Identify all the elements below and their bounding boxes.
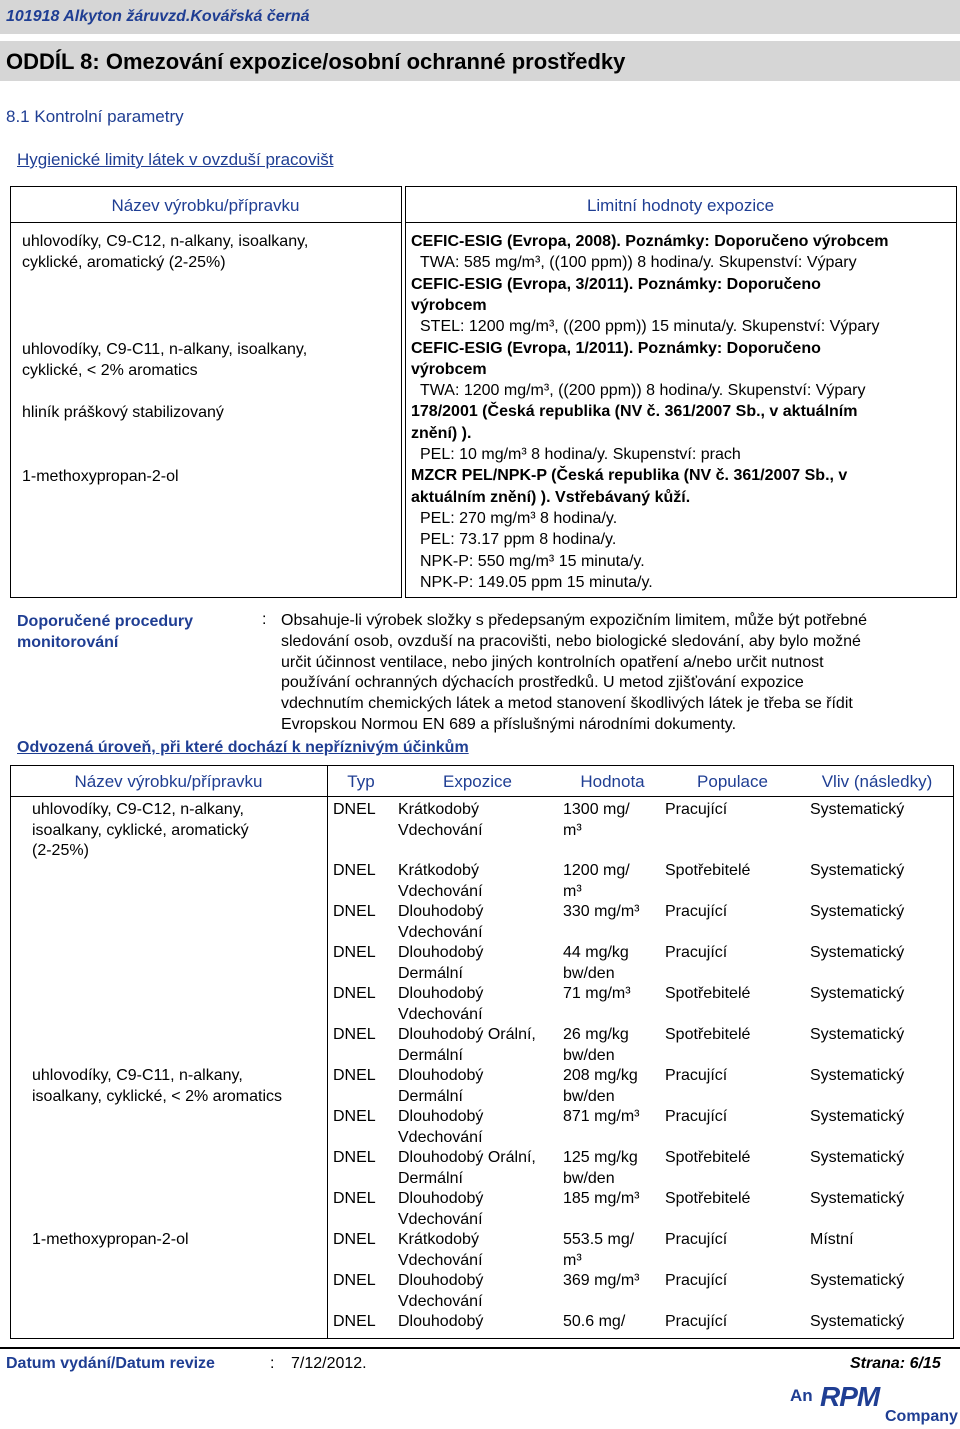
limits-product-line: cyklické, < 2% aromatics xyxy=(22,362,198,379)
limit-value-line: NPK-P: 550 mg/m³ 15 minuta/y. xyxy=(420,552,645,570)
dnel-population-cell: Pracující xyxy=(665,903,728,920)
limit-value-line: TWA: 585 mg/m³, ((100 ppm)) 8 hodina/y. Skupenství: Výpary xyxy=(420,254,857,272)
dnel-title: Odvozená úroveň, při které dochází k nepříznivým účinkům xyxy=(17,739,469,756)
logo-rpm-text: RPM xyxy=(820,1381,880,1412)
dnel-effect-cell: Systematický xyxy=(810,903,905,920)
dnel-exposure-cell: Dlouhodobý xyxy=(398,1313,484,1330)
limit-value-line: TWA: 1200 mg/m³, ((200 ppm)) 8 hodina/y. Skupenství: Výpary xyxy=(420,382,866,400)
dnel-col-header: Hodnota xyxy=(580,772,645,791)
footer-date-label: Datum vydání/Datum revize xyxy=(6,1355,215,1372)
monitoring-text-line: používání ochranných dýchacích prostředků. U metod zjišťování expozice xyxy=(281,674,804,692)
dnel-exposure-cell: Dlouhodobý Orální, xyxy=(398,1149,536,1166)
dnel-effect-cell: Systematický xyxy=(810,1067,905,1084)
dnel-value-cell: 871 mg/m³ xyxy=(563,1108,640,1125)
limit-value-line: výrobcem xyxy=(411,360,487,378)
dnel-value-cell: 125 mg/kg xyxy=(563,1149,638,1166)
limits-header-divider-right xyxy=(405,222,956,223)
dnel-value-cell: bw/den xyxy=(563,1046,615,1064)
logo-company-text: Company xyxy=(885,1408,958,1425)
rpm-logo xyxy=(790,1383,960,1429)
dnel-exposure-cell: Vdechování xyxy=(398,1128,483,1146)
limits-product-line: uhlovodíky, C9-C11, n-alkany, isoalkany, xyxy=(22,341,308,358)
monitoring-text-line: Evropskou Normou EN 689 a příslušnými národními dokumenty. xyxy=(281,715,737,733)
dnel-product-name-line: isoalkany, cyklické, aromatický xyxy=(32,821,249,839)
dnel-value-cell: 369 mg/m³ xyxy=(563,1272,640,1289)
dnel-product-name-line: uhlovodíky, C9-C11, n-alkany, xyxy=(32,1067,243,1084)
dnel-type-cell: DNEL xyxy=(333,1067,376,1084)
product-title: 101918 Alkyton žáruvzd.Kovářská černá xyxy=(6,8,310,25)
dnel-exposure-cell: Dlouhodobý xyxy=(398,1067,484,1084)
limit-value-line: 178/2001 (Česká republika (NV č. 361/2007 Sb., v aktuálním xyxy=(411,403,858,421)
limit-value-line: MZCR PEL/NPK-P (Česká republika (NV č. 361/2007 Sb., v xyxy=(411,467,848,485)
dnel-type-cell: DNEL xyxy=(333,1231,376,1248)
dnel-population-cell: Pracující xyxy=(665,1272,728,1289)
dnel-population-cell: Spotřebitelé xyxy=(665,1149,751,1166)
monitoring-text-line: sledování osob, ovzduší na pracovišti, nebo biologické sledování, aby bylo možné xyxy=(281,632,861,650)
dnel-exposure-cell: Krátkodobý xyxy=(398,1231,479,1248)
dnel-type-cell: DNEL xyxy=(333,862,376,879)
dnel-population-cell: Pracující xyxy=(665,1067,728,1084)
limit-value-line: PEL: 270 mg/m³ 8 hodina/y. xyxy=(420,509,618,527)
dnel-population-cell: Pracující xyxy=(665,944,728,961)
dnel-exposure-cell: Vdechování xyxy=(398,1292,483,1310)
limits-header-divider-left xyxy=(10,222,401,223)
limits-product-line: hliník práškový stabilizovaný xyxy=(22,404,224,421)
dnel-effect-cell: Systematický xyxy=(810,862,905,879)
dnel-exposure-cell: Krátkodobý xyxy=(398,801,479,818)
dnel-population-cell: Pracující xyxy=(665,801,728,818)
dnel-effect-cell: Místní xyxy=(810,1231,854,1248)
dnel-effect-cell: Systematický xyxy=(810,1149,905,1166)
document-header-bar xyxy=(0,0,960,34)
dnel-value-cell: 553.5 mg/ xyxy=(563,1231,635,1248)
dnel-value-cell: 1300 mg/ xyxy=(563,801,630,818)
dnel-exposure-cell: Dlouhodobý xyxy=(398,1272,484,1289)
footer-date-value: 7/12/2012. xyxy=(291,1355,367,1372)
section-title: ODDÍL 8: Omezování expozice/osobní ochranné prostředky xyxy=(6,49,626,74)
dnel-type-cell: DNEL xyxy=(333,1190,376,1207)
dnel-value-cell: 330 mg/m³ xyxy=(563,903,640,920)
limit-value-line: PEL: 10 mg/m³ 8 hodina/y. Skupenství: prach xyxy=(420,446,741,463)
limit-value-line: CEFIC-ESIG (Evropa, 2008). Poznámky: Doporučeno výrobcem xyxy=(411,233,889,250)
dnel-exposure-cell: Dermální xyxy=(398,964,463,982)
limit-value-line: CEFIC-ESIG (Evropa, 1/2011). Poznámky: Doporučeno xyxy=(411,339,821,357)
dnel-col-header: Typ xyxy=(347,772,375,791)
dnel-value-cell: m³ xyxy=(563,882,582,900)
limit-value-line: PEL: 73.17 ppm 8 hodina/y. xyxy=(420,531,617,549)
section-heading-bar xyxy=(0,41,960,81)
dnel-value-cell: bw/den xyxy=(563,964,615,982)
footer-divider xyxy=(0,1347,960,1349)
limit-value-line: aktuálním znění) ). Vstřebávaný kůží. xyxy=(411,488,691,506)
dnel-effect-cell: Systematický xyxy=(810,1026,905,1043)
dnel-effect-cell: Systematický xyxy=(810,1272,905,1289)
dnel-exposure-cell: Dlouhodobý xyxy=(398,1108,484,1125)
dnel-header-divider xyxy=(10,796,954,797)
footer-colon: : xyxy=(270,1355,275,1372)
dnel-col-header: Vliv (následky) xyxy=(821,772,933,791)
dnel-value-cell: bw/den xyxy=(563,1087,615,1105)
dnel-value-cell: 26 mg/kg xyxy=(563,1026,629,1043)
dnel-exposure-cell: Dlouhodobý Orální, xyxy=(398,1026,536,1043)
dnel-type-cell: DNEL xyxy=(333,1313,376,1330)
limits-product-line: uhlovodíky, C9-C12, n-alkany, isoalkany, xyxy=(22,233,309,250)
dnel-exposure-cell: Vdechování xyxy=(398,821,483,839)
dnel-type-cell: DNEL xyxy=(333,1149,376,1166)
dnel-exposure-cell: Dlouhodobý xyxy=(398,903,484,920)
limit-value-line: výrobcem xyxy=(411,296,487,314)
dnel-column-divider xyxy=(327,765,328,1339)
dnel-type-cell: DNEL xyxy=(333,1272,376,1289)
dnel-exposure-cell: Dermální xyxy=(398,1169,463,1187)
limit-value-line: NPK-P: 149.05 ppm 15 minuta/y. xyxy=(420,573,653,591)
dnel-exposure-cell: Krátkodobý xyxy=(398,862,479,879)
dnel-product-name-line: 1-methoxypropan-2-ol xyxy=(32,1231,189,1248)
limits-product-line: cyklické, aromatický (2-25%) xyxy=(22,254,226,271)
dnel-exposure-cell: Vdechování xyxy=(398,923,483,941)
dnel-value-cell: 1200 mg/ xyxy=(563,862,630,879)
dnel-value-cell: bw/den xyxy=(563,1169,615,1187)
dnel-exposure-cell: Dermální xyxy=(398,1046,463,1064)
monitoring-text-line: Obsahuje-li výrobek složky s předepsaným expozičním limitem, může být potřebné xyxy=(281,612,868,629)
footer-page-number: Strana: 6/15 xyxy=(850,1355,941,1372)
dnel-type-cell: DNEL xyxy=(333,985,376,1002)
dnel-value-cell: 208 mg/kg xyxy=(563,1067,638,1084)
dnel-col-header: Název výrobku/přípravku xyxy=(74,772,263,791)
dnel-value-cell: 71 mg/m³ xyxy=(563,985,631,1002)
dnel-exposure-cell: Dlouhodobý xyxy=(398,985,484,1002)
monitoring-text xyxy=(281,611,867,736)
dnel-effect-cell: Systematický xyxy=(810,944,905,961)
dnel-exposure-cell: Dlouhodobý xyxy=(398,944,484,961)
dnel-exposure-cell: Vdechování xyxy=(398,1251,483,1269)
dnel-exposure-cell: Vdechování xyxy=(398,1005,483,1023)
dnel-effect-cell: Systematický xyxy=(810,1190,905,1207)
dnel-effect-cell: Systematický xyxy=(810,1108,905,1125)
dnel-effect-cell: Systematický xyxy=(810,801,905,818)
dnel-population-cell: Spotřebitelé xyxy=(665,862,751,879)
dnel-effect-cell: Systematický xyxy=(810,1313,905,1330)
monitoring-text-line: vdechnutím chemických látek a metod stanovení škodlivých látek je třeba se řídit xyxy=(281,695,853,713)
dnel-exposure-cell: Dlouhodobý xyxy=(398,1190,484,1207)
dnel-population-cell: Spotřebitelé xyxy=(665,1026,751,1043)
dnel-col-header: Expozice xyxy=(443,772,512,791)
monitoring-text-line: určit účinnost ventilace, nebo jiných kontrolních opatření a/nebo určit nutnost xyxy=(281,653,824,671)
dnel-exposure-cell: Dermální xyxy=(398,1087,463,1105)
monitoring-label: Doporučené procedury monitorování xyxy=(17,613,194,651)
dnel-col-header: Populace xyxy=(697,772,768,791)
dnel-type-cell: DNEL xyxy=(333,1026,376,1043)
dnel-type-cell: DNEL xyxy=(333,801,376,818)
limits-col-values-header: Limitní hodnoty expozice xyxy=(586,196,775,215)
subsection-title: 8.1 Kontrolní parametry xyxy=(6,107,184,126)
monitoring-colon: : xyxy=(262,611,267,628)
limits-col-product-header: Název výrobku/přípravku xyxy=(111,196,300,215)
dnel-value-cell: m³ xyxy=(563,821,582,839)
limit-value-line: CEFIC-ESIG (Evropa, 3/2011). Poznámky: Doporučeno xyxy=(411,275,821,293)
dnel-value-cell: 185 mg/m³ xyxy=(563,1190,640,1207)
limit-value-line: znění) ). xyxy=(411,424,472,442)
dnel-value-cell: 50.6 mg/ xyxy=(563,1313,626,1330)
dnel-effect-cell: Systematický xyxy=(810,985,905,1002)
dnel-population-cell: Pracující xyxy=(665,1313,728,1330)
dnel-product-name-line: uhlovodíky, C9-C12, n-alkany, xyxy=(32,801,244,818)
dnel-value-cell: 44 mg/kg xyxy=(563,944,629,961)
dnel-type-cell: DNEL xyxy=(333,944,376,961)
limit-value-line: STEL: 1200 mg/m³, ((200 ppm)) 15 minuta/y. Skupenství: Výpary xyxy=(420,318,880,336)
dnel-exposure-cell: Vdechování xyxy=(398,1210,483,1228)
dnel-population-cell: Spotřebitelé xyxy=(665,1190,751,1207)
dnel-product-name-line: (2-25%) xyxy=(32,842,89,859)
dnel-population-cell: Spotřebitelé xyxy=(665,985,751,1002)
limits-subheading: Hygienické limity látek v ovzduší pracovišt xyxy=(17,150,334,169)
dnel-type-cell: DNEL xyxy=(333,903,376,920)
limits-product-line: 1-methoxypropan-2-ol xyxy=(22,468,179,485)
dnel-value-cell: m³ xyxy=(563,1251,582,1269)
dnel-type-cell: DNEL xyxy=(333,1108,376,1125)
dnel-exposure-cell: Vdechování xyxy=(398,882,483,900)
dnel-population-cell: Pracující xyxy=(665,1231,728,1248)
dnel-population-cell: Pracující xyxy=(665,1108,728,1125)
dnel-product-name-line: isoalkany, cyklické, < 2% aromatics xyxy=(32,1087,283,1105)
logo-an-text: An xyxy=(790,1386,813,1405)
